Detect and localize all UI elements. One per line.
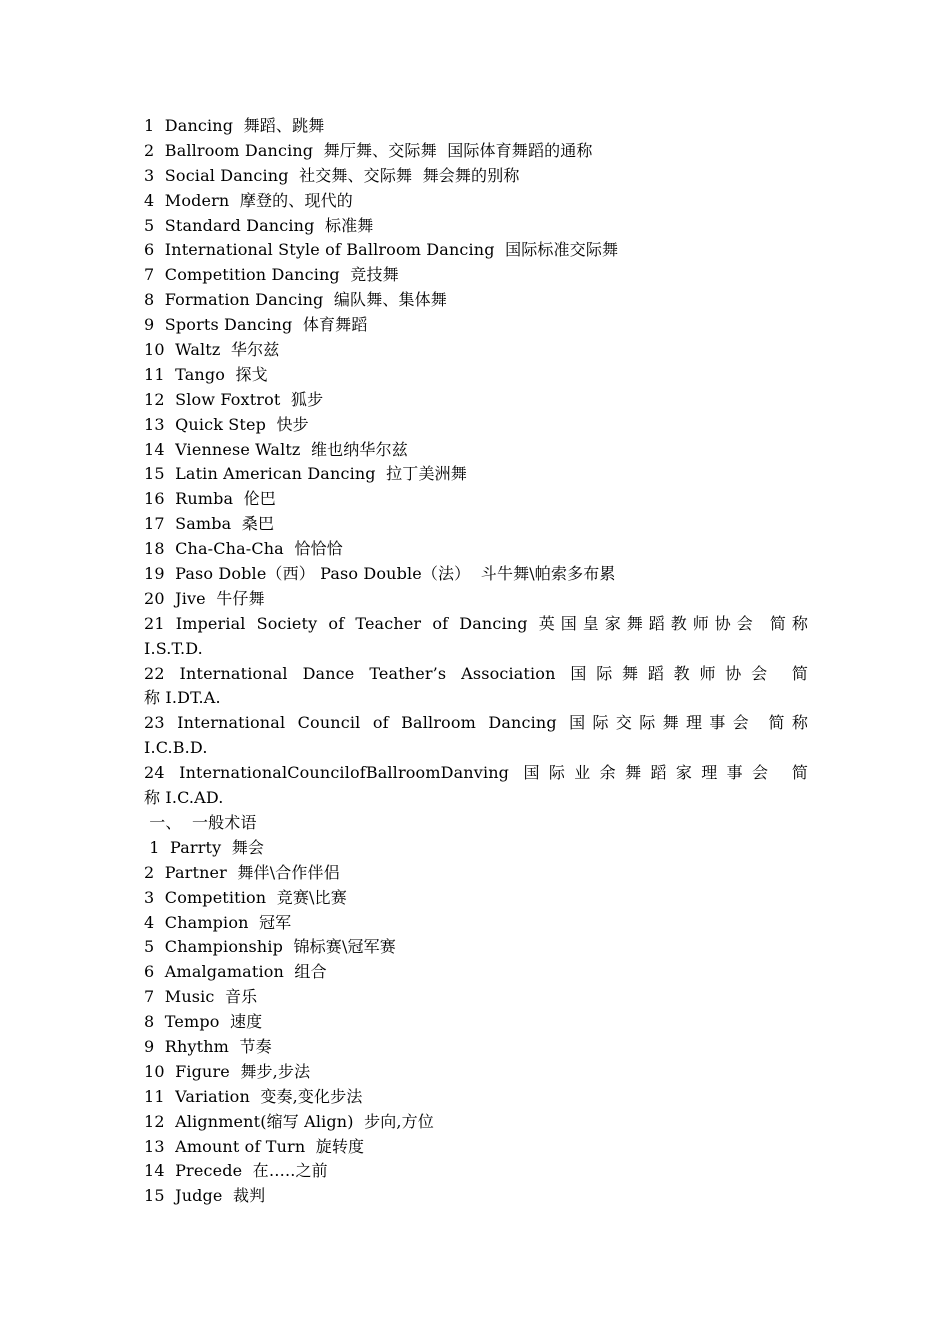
text-line: 4 Champion 冠军 xyxy=(144,912,292,932)
text-line: 称 I.C.AD. xyxy=(144,788,224,808)
document-body xyxy=(144,114,808,1209)
text-line: 21 Imperial Society of Teacher of Dancing 英国皇家舞蹈教师协会 简称 xyxy=(144,613,808,633)
text-line: 3 Social Dancing 社交舞、交际舞 舞会舞的别称 xyxy=(144,165,520,185)
text-line: 13 Amount of Turn 旋转度 xyxy=(144,1136,365,1156)
text-line: 9 Sports Dancing 体育舞蹈 xyxy=(144,315,368,335)
text-line: 2 Partner 舞伴\合作伴侣 xyxy=(144,862,340,882)
text-line: 16 Rumba 伦巴 xyxy=(144,489,276,509)
text-line: 3 Competition 竞赛\比赛 xyxy=(144,887,347,907)
text-line: 2 Ballroom Dancing 舞厅舞、交际舞 国际体育舞蹈的通称 xyxy=(144,140,593,160)
text-line: 24 InternationalCouncilofBallroomDanving 国际业余舞蹈家理事会 简 xyxy=(144,763,808,783)
text-line: 6 Amalgamation 组合 xyxy=(144,962,327,982)
text-line: 10 Figure 舞步,步法 xyxy=(144,1061,311,1081)
text-line: 4 Modern 摩登的、现代的 xyxy=(144,190,353,210)
text-line: 5 Standard Dancing 标准舞 xyxy=(144,215,374,235)
text-line: 1 Parrty 舞会 xyxy=(144,837,265,857)
text-line: 13 Quick Step 快步 xyxy=(144,414,309,434)
text-line: 14 Precede 在…..之前 xyxy=(144,1161,328,1181)
text-line: 10 Waltz 华尔兹 xyxy=(144,340,280,360)
text-line: 8 Tempo 速度 xyxy=(144,1012,263,1032)
text-line: 11 Tango 探戈 xyxy=(144,364,268,384)
text-line: 5 Championship 锦标赛\冠军赛 xyxy=(144,937,396,957)
text-line: 称 I.DT.A. xyxy=(144,688,221,708)
text-line: 15 Judge 裁判 xyxy=(144,1186,266,1206)
text-line: 7 Competition Dancing 竞技舞 xyxy=(144,265,399,285)
text-line: 18 Cha-Cha-Cha 恰恰恰 xyxy=(144,539,343,559)
text-line: 20 Jive 牛仔舞 xyxy=(144,588,265,608)
text-line: 11 Variation 变奏,变化步法 xyxy=(144,1086,363,1106)
text-line: I.S.T.D. xyxy=(144,638,203,658)
text-line: 14 Viennese Waltz 维也纳华尔兹 xyxy=(144,439,408,459)
text-line: I.C.B.D. xyxy=(144,738,208,758)
text-line: 6 International Style of Ballroom Dancing 国际标准交际舞 xyxy=(144,240,619,260)
text-line: 17 Samba 桑巴 xyxy=(144,514,275,534)
text-line: 7 Music 音乐 xyxy=(144,987,258,1007)
text-line: 8 Formation Dancing 编队舞、集体舞 xyxy=(144,290,447,310)
text-line: 12 Alignment(缩写 Align) 步向,方位 xyxy=(144,1111,434,1131)
text-line: 23 International Council of Ballroom Dancing 国际交际舞理事会 简称 xyxy=(144,713,808,733)
text-line: 1 Dancing 舞蹈、跳舞 xyxy=(144,116,325,135)
section-heading: 一、 一般术语 xyxy=(144,812,257,832)
text-line: 22 International Dance Teather’s Association 国际舞蹈教师协会 简 xyxy=(144,663,808,683)
text-line: 19 Paso Doble（西） Paso Double（法） 斗牛舞\帕索多布累 xyxy=(144,564,616,584)
text-line: 9 Rhythm 节奏 xyxy=(144,1036,272,1056)
text-line: 15 Latin American Dancing 拉丁美洲舞 xyxy=(144,464,467,484)
text-line: 12 Slow Foxtrot 狐步 xyxy=(144,389,324,409)
